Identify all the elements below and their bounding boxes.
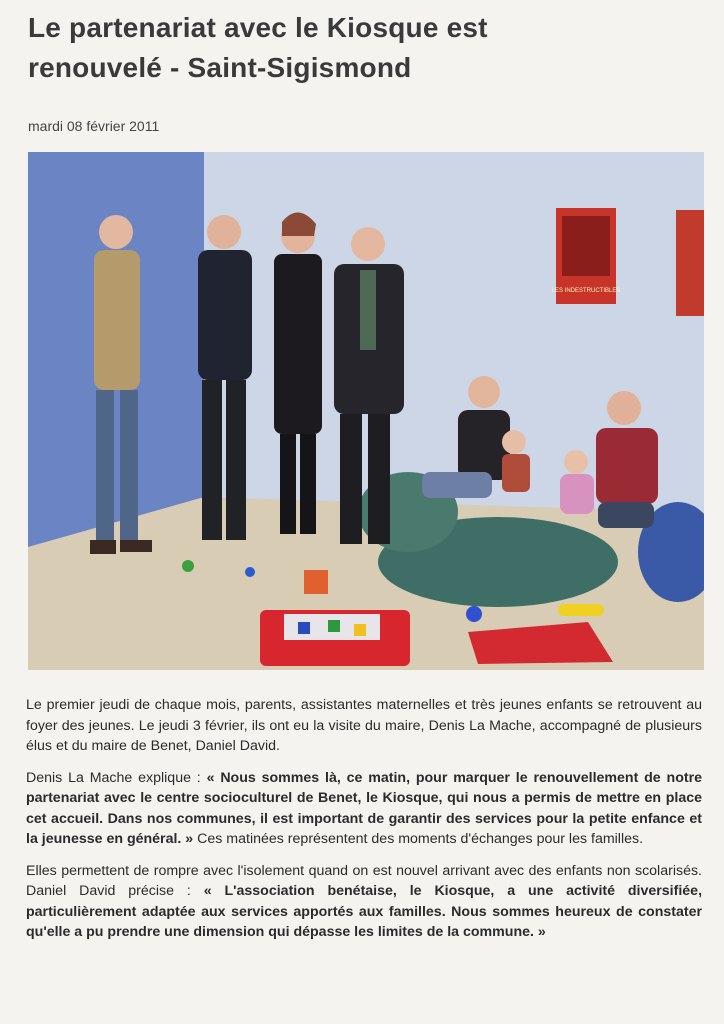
article-photo	[28, 152, 704, 670]
article-date: mardi 08 février 2011	[28, 118, 160, 134]
paragraph-2-lead: Denis La Mache explique :	[26, 769, 207, 786]
paragraph-3	[26, 861, 702, 943]
poster-title: LES INDESTRUCTIBLES	[551, 288, 621, 294]
paragraph-1-text: Le premier jeudi de chaque mois, parents, assistantes maternelles et très jeunes enfants se retrouvent au foyer des jeunes. Le jeudi 3 février, ils ont eu la visite du maire, Denis La Mache, accompagné de plusieurs élus et du maire de Benet, Daniel David.	[26, 697, 702, 754]
article-headline	[28, 8, 708, 88]
photo-illustration	[28, 152, 704, 670]
paragraph-1	[26, 695, 702, 757]
poster-edge	[676, 210, 704, 316]
poster	[552, 208, 621, 304]
paragraph-3-lead: Elles permettent de rompre avec l'isolement quand on est nouvel arrivant avec des enfants non scolarisés. Daniel David précise :	[26, 862, 702, 899]
paragraph-3-quote: « L'association benétaise, le Kiosque, a une activité diversifiée, particulièrement adaptée aux services apportés aux familles. Nous sommes heureux de constater qu'elle a pu prendre une dimension qui dépasse les limites de la commune. »	[26, 883, 703, 940]
paragraph-2-tail: Ces matinées représentent des moments d'échanges pour les familles.	[193, 831, 644, 847]
headline-line-2: renouvelé - Saint-Sigismond	[28, 52, 412, 83]
paragraph-2	[26, 768, 702, 850]
headline-line-1: Le partenariat avec le Kiosque est	[28, 12, 488, 43]
article-body	[26, 695, 702, 954]
paragraph-2-quote: « Nous sommes là, ce matin, pour marquer le renouvellement de notre partenariat avec le centre socioculturel de Benet, le Kiosque, qui nous a permis de mettre en place cet accueil. Dans nos communes, il est important de garantir des services pour la petite enfance et la jeunesse en général. »	[26, 769, 702, 847]
